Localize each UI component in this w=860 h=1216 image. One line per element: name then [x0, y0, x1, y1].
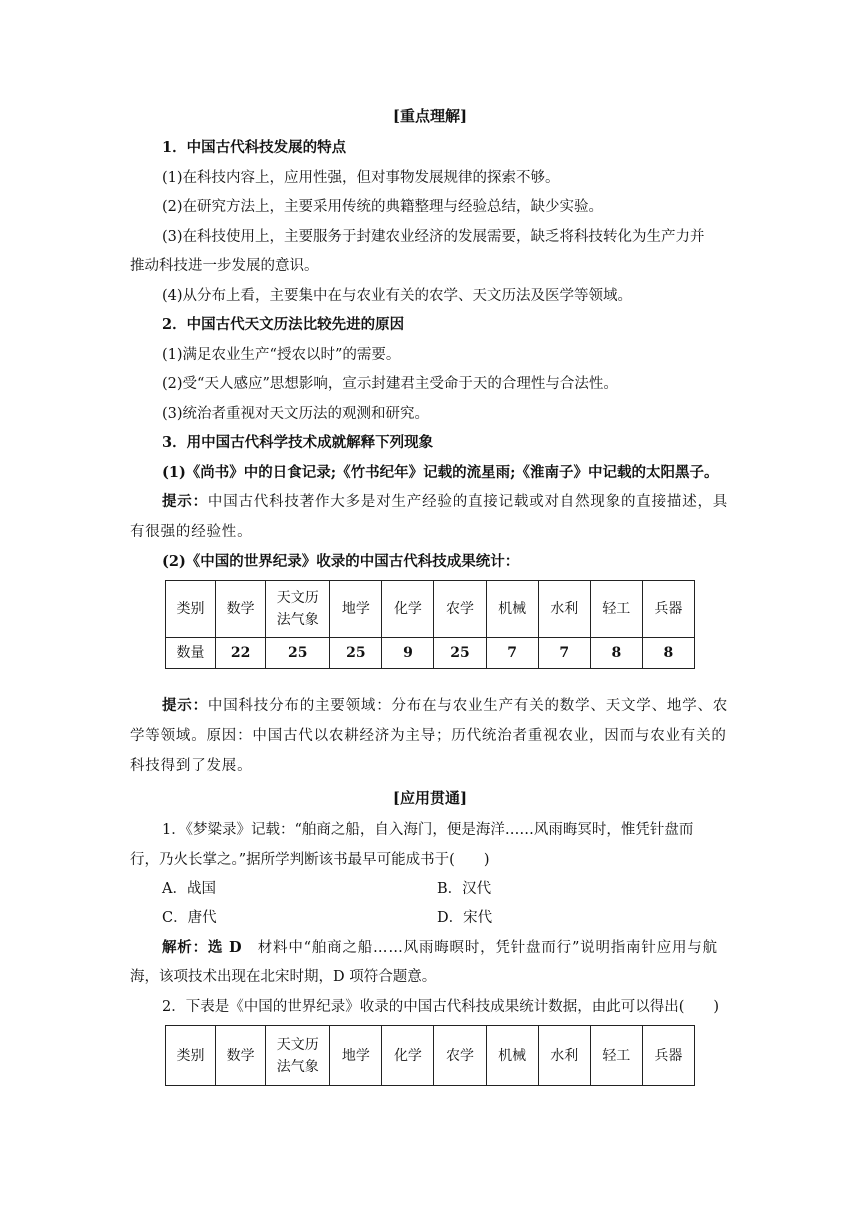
header-cell-geography: 地学	[330, 1026, 382, 1086]
point-3-question-1: (1)《尚书》中的日食记录;《竹书纪年》记载的流星雨;《淮南子》中记载的太阳黑子。	[162, 464, 719, 481]
value-cell: 25	[434, 638, 486, 669]
table-header-row	[166, 581, 695, 638]
point-1-item-3: (3)在科技使用上，主要服务于封建农业经济的发展需要，缺乏将科技转化为生产力并	[162, 229, 705, 245]
option-c: C．唐代	[162, 910, 217, 926]
row-label-count: 数量	[166, 638, 216, 669]
table-header-row	[166, 1026, 695, 1086]
header-cell-astronomy: 天文历 法气象	[266, 1026, 330, 1086]
header-cell-geography: 地学	[330, 581, 382, 638]
header-cell-machinery: 机械	[486, 1026, 538, 1086]
point-1-item-1: (1)在科技内容上，应用性强，但对事物发展规律的探索不够。	[162, 170, 560, 186]
header-cell-agriculture: 农学	[434, 581, 486, 638]
section-heading-key-understanding: [重点理解]	[392, 107, 468, 125]
point-3-title: 3．用中国古代科学技术成就解释下列现象	[162, 434, 434, 451]
header-cell-math: 数学	[216, 581, 266, 638]
point-1-item-4: (4)从分布上看，主要集中在与农业有关的农学、天文历法及医学等领域。	[162, 288, 633, 304]
question-1-line-1: 1．《梦粱录》记载：“舶商之船，自入海门，便是海洋……风雨晦冥时，惟凭针盘而	[162, 822, 694, 838]
point-3-question-2: (2)《中国的世界纪录》收录的中国古代科技成果统计：	[162, 553, 520, 570]
header-cell-light-industry: 轻工	[590, 581, 642, 638]
analysis-line-1	[162, 938, 718, 958]
stats-table-2	[165, 1025, 695, 1086]
value-cell: 7	[538, 638, 590, 669]
point-2-item-2: (2)受“天人感应”思想影响，宣示封建君主受命于天的合理性与合法性。	[162, 376, 618, 392]
value-cell: 25	[330, 638, 382, 669]
value-cell: 25	[266, 638, 330, 669]
header-cell-category: 类别	[166, 1026, 216, 1086]
header-cell-category: 类别	[166, 581, 216, 638]
value-cell: 22	[216, 638, 266, 669]
tip-2-label: 提示：	[162, 697, 208, 714]
header-cell-machinery: 机械	[486, 581, 538, 638]
analysis-label: 解析：选 D	[162, 939, 258, 956]
header-cell-weapons: 兵器	[642, 1026, 694, 1086]
section-heading-application: [应用贯通]	[392, 789, 468, 807]
tip-1-label: 提示：	[162, 493, 208, 510]
analysis-text: 材料中“舶商之船……风雨晦暝时，凭针盘而行”说明指南针应用与航	[257, 940, 718, 956]
table-row	[166, 638, 695, 669]
header-cell-light-industry: 轻工	[590, 1026, 642, 1086]
option-b: B．汉代	[437, 881, 492, 897]
value-cell: 9	[382, 638, 434, 669]
point-2-title: 2．中国古代天文历法比较先进的原因	[162, 316, 405, 333]
tip-2-line-3: 科技得到了发展。	[130, 758, 253, 774]
tip-1-text: 中国古代科技著作大多是对生产经验的直接记载或对自然现象的直接描述，具	[207, 494, 729, 510]
header-cell-weapons: 兵器	[642, 581, 694, 638]
point-2-item-3: (3)统治者重视对天文历法的观测和研究。	[162, 406, 430, 422]
analysis-line-2: 海，该项技术出现在北宋时期，D 项符合题意。	[130, 969, 437, 985]
header-cell-astronomy: 天文历 法气象	[266, 581, 330, 638]
header-cell-agriculture: 农学	[434, 1026, 486, 1086]
header-cell-chemistry: 化学	[382, 1026, 434, 1086]
option-d: D．宋代	[437, 910, 493, 926]
question-1-line-2: 行，乃火长掌之。”据所学判断该书最早可能成书于( )	[130, 852, 490, 868]
tip-1-line-1	[162, 492, 728, 512]
point-2-item-1: (1)满足农业生产“授农以时”的需要。	[162, 347, 401, 363]
option-a: A．战国	[162, 881, 216, 897]
tip-2-line-1	[162, 696, 728, 716]
value-cell: 8	[642, 638, 694, 669]
tip-2-text: 中国科技分布的主要领域：分布在与农业生产有关的数学、天文学、地学、农	[207, 698, 729, 714]
question-2-line-1: 2．下表是《中国的世界纪录》收录的中国古代科技成果统计数据，由此可以得出( )	[162, 999, 720, 1015]
header-cell-water: 水利	[538, 581, 590, 638]
value-cell: 8	[590, 638, 642, 669]
header-cell-water: 水利	[538, 1026, 590, 1086]
value-cell: 7	[486, 638, 538, 669]
point-1-item-2: (2)在研究方法上，主要采用传统的典籍整理与经验总结，缺少实验。	[162, 199, 604, 215]
header-cell-math: 数学	[216, 1026, 266, 1086]
tip-1-line-2: 有很强的经验性。	[130, 524, 253, 540]
point-1-item-3-cont: 推动科技进一步发展的意识。	[130, 258, 319, 274]
stats-table-1	[165, 580, 695, 669]
header-cell-chemistry: 化学	[382, 581, 434, 638]
point-1-title: 1．中国古代科技发展的特点	[162, 139, 347, 156]
tip-2-line-2: 学等领域。原因：中国古代以农耕经济为主导；历代统治者重视农业，因而与农业有关的	[130, 728, 727, 744]
